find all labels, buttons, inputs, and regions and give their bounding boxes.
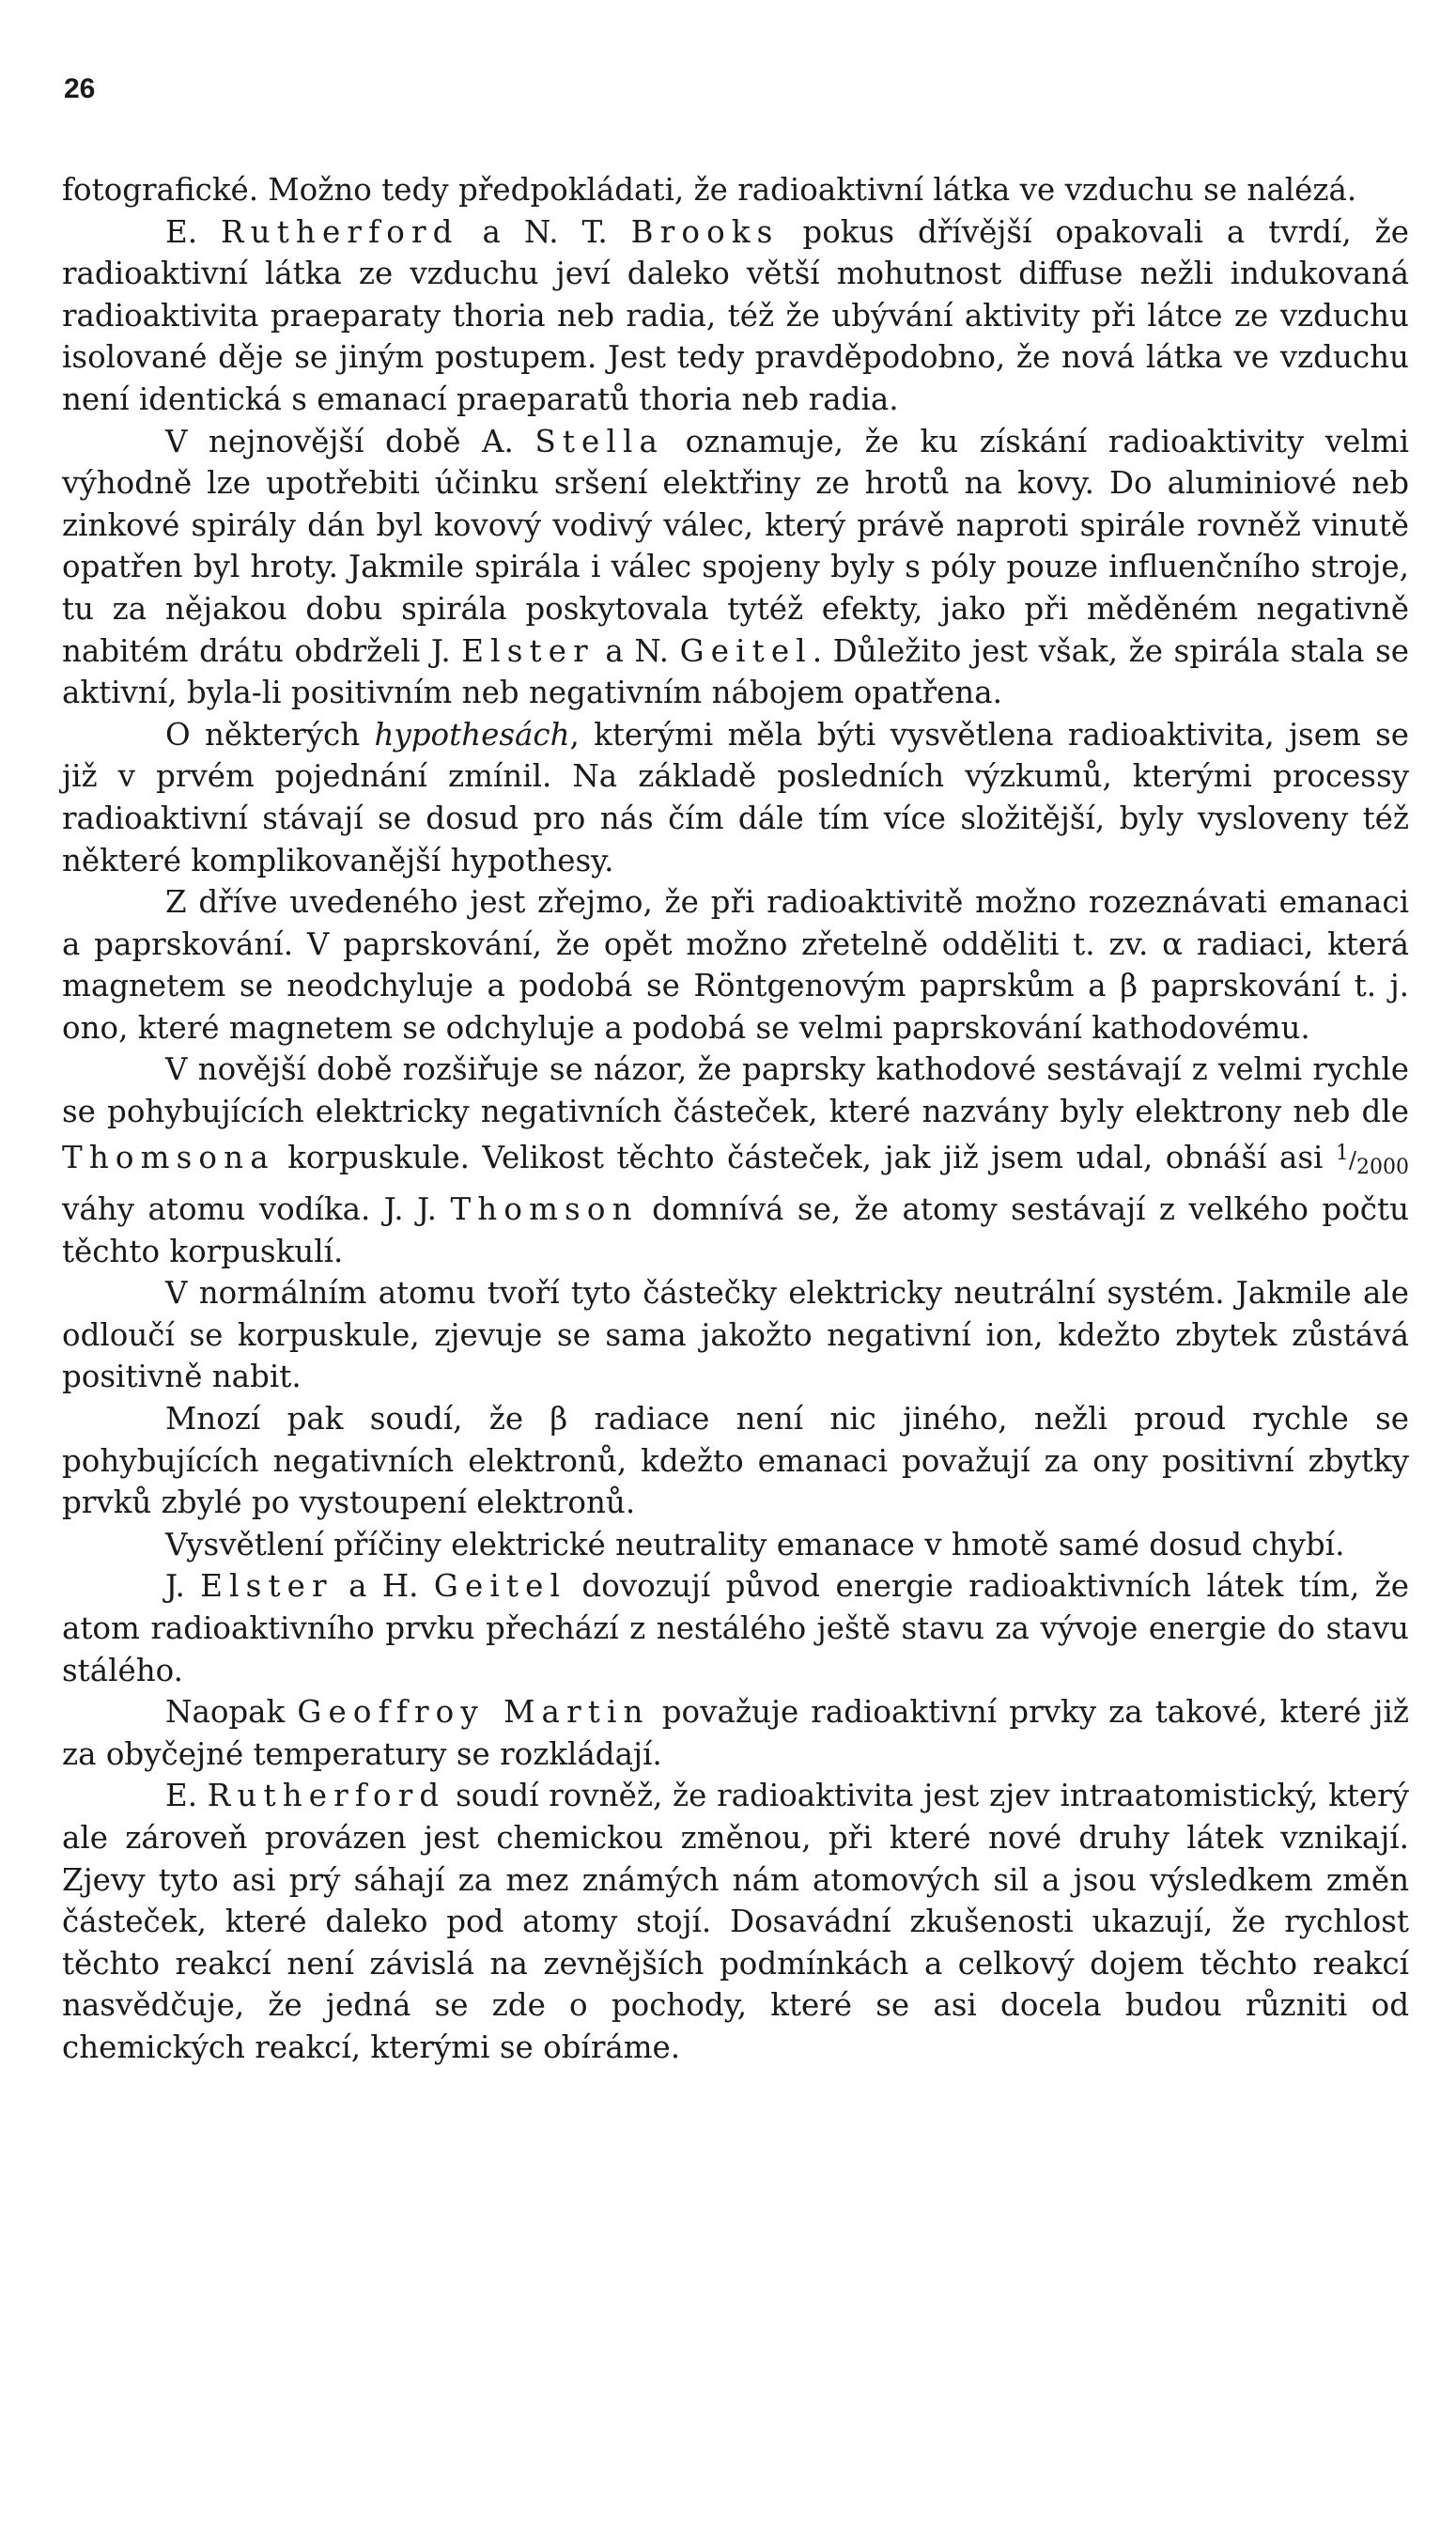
- text-run: a H.: [333, 1568, 434, 1605]
- spaced-name: Stella: [534, 423, 665, 459]
- paragraph: [62, 1775, 1409, 2068]
- page-number: 26: [64, 73, 96, 104]
- paragraph: [62, 1272, 1409, 1398]
- spaced-name: Thomsona: [62, 1139, 275, 1175]
- spaced-name: Geoffroy Martin: [297, 1694, 650, 1731]
- spaced-name: Brooks: [630, 213, 780, 250]
- paragraph: [62, 1398, 1409, 1524]
- fraction: $^1/_{2000}$: [1335, 1141, 1409, 1179]
- text-run: korpuskule. Velikost těchto částeček, jak již jsem udal, obnáší asi: [274, 1139, 1336, 1175]
- text-run: soudí rovněž, že radioaktivita jest zjev intraatomistický, který ale zároveň provázen jest chemickou změnou, při které nové druhy látek vznikají. Zjevy tyto asi prý sáhají za mez známých nám atomových sil a jsou výsledkem změn částeček, které daleko pod atomy stojí. Dosavádní zkušenosti ukazují, že rychlost těchto reakcí není závislá na zevnějších podmínkách a celkový dojem těchto reakcí nasvědčuje, že jedná se zde o pochody, které se asi docela budou různiti od chemických reakcí, kterými se obíráme.: [62, 1778, 1409, 2065]
- text-run: Mnozí pak soudí, že β radiace není nic jiného, nežli proud rychle se pohybujících negativních elektronů, kdežto emanaci považují za ony positivní zbytky prvků zbylé po vystoupení elektronů.: [62, 1401, 1409, 1521]
- text-run: E.: [165, 1778, 208, 1814]
- paragraph: [62, 881, 1409, 1049]
- paragraph: [62, 714, 1409, 881]
- fraction-denominator: 2000: [1356, 1155, 1409, 1179]
- text-run: Z dříve uvedeného jest zřejmo, že při radioaktivitě možno rozeznávati emanaci a paprskování. V paprskování, že opět možno zřetelně odděliti t. zv. α radiaci, která magnetem se neodchyluje a podobá se Röntgenovým paprskům a β paprskování t. j. ono, které magnetem se odchyluje a podobá se velmi paprskování kathodovému.: [62, 884, 1409, 1046]
- text-run: O některých: [165, 716, 375, 753]
- text-run: , kterými měla býti vysvětlena radioaktivita, jsem se již v prvém pojednání zmínil. Na základě posledních výzkumů, kterými processy radioaktivní stávají se dosud pro nás čím dále tím více složitější, byly vysloveny též některé komplikovanější hypothesy.: [62, 716, 1409, 878]
- fraction-numerator: 1: [1335, 1141, 1349, 1165]
- paragraph: [62, 211, 1409, 421]
- text-run: dovozují původ energie radioaktivních látek tím, že atom radioaktivního prvku přechází z nestálého ještě stavu za vývoje energie do stavu stálého.: [62, 1568, 1409, 1688]
- spaced-name: Thomson: [450, 1191, 639, 1228]
- paragraph: [62, 1049, 1409, 1272]
- spaced-name: Geitel: [679, 632, 813, 669]
- body-text: [62, 169, 1409, 2069]
- italic-text: hypothesách: [374, 716, 570, 753]
- text-run: a N.: [594, 632, 680, 669]
- spaced-name: Elster: [200, 1568, 333, 1605]
- text-run: V normálním atomu tvoří tyto částečky elektricky neutrální systém. Jakmile ale odloučí se korpuskule, zjevuje se sama jakožto negativní ion, kdežto zbytek zůstává positivně nabit.: [62, 1275, 1409, 1395]
- text-run: považuje radioaktivní prvky za takové, které již za obyčejné temperatury se rozkládají.: [62, 1694, 1409, 1772]
- text-run: domnívá se, že atomy sestávají z velkého počtu těchto korpuskulí.: [62, 1191, 1409, 1269]
- text-run: E.: [165, 213, 221, 250]
- spaced-name: Rutherford: [207, 1778, 446, 1814]
- paragraph: [62, 1524, 1409, 1566]
- paragraph: [62, 421, 1409, 714]
- text-run: a N. T.: [458, 213, 631, 250]
- text-run: J.: [165, 1568, 201, 1605]
- spaced-name: Elster: [461, 632, 595, 669]
- text-run: váhy atomu vodíka. J. J.: [62, 1191, 451, 1228]
- text-run: Naopak: [165, 1694, 298, 1731]
- text-run: Vysvětlení příčiny elektrické neutrality emanace v hmotě samé dosud chybí.: [165, 1526, 1345, 1562]
- paragraph: [62, 169, 1409, 211]
- paragraph: [62, 1565, 1409, 1691]
- text-run: V novější době rozšiřuje se názor, že paprsky kathodové sestávají z velmi rychle se pohybujících elektricky negativních částeček, které nazvány byly elektrony neb dle: [62, 1051, 1409, 1130]
- spaced-name: Geitel: [433, 1568, 567, 1605]
- text-run: oznamuje, že ku získání radioaktivity velmi výhodně lze upotřebiti účinku sršení elektřiny ze hrotů na kovy. Do aluminiové neb zinkové spirály dán byl kovový vodivý válec, který právě naproti spirále rovněž vinutě opatřen byl hroty. Jakmile spirála i válec spojeny byly s póly pouze influenčního stroje, tu za nějakou dobu spirála poskytovala tytéž efekty, jako při měděném negativně nabitém drátu obdrželi J.: [62, 423, 1409, 669]
- text-run: . Důležito jest však, že spirála stala se aktivní, byla-li positivním neb negativním nábojem opatřena.: [62, 632, 1410, 711]
- spaced-name: Rutherford: [221, 213, 459, 250]
- text-run: V nejnovější době A.: [165, 423, 535, 459]
- text-run: pokus dřívější opakovali a tvrdí, že radioaktivní látka ze vzduchu jeví daleko větší mohutnost diffuse nežli indukovaná radioaktivita praeparaty thoria neb radia, též že ubývání aktivity při látce ze vzduchu isolované děje se jiným postupem. Jest tedy pravděpodobno, že nová látka ve vzduchu není identická s emanací praeparatů thoria neb radia.: [62, 213, 1410, 417]
- text-run: fotografické. Možno tedy předpokládati, že radioaktivní látka ve vzduchu se nalézá.: [62, 172, 1357, 208]
- paragraph: [62, 1691, 1409, 1775]
